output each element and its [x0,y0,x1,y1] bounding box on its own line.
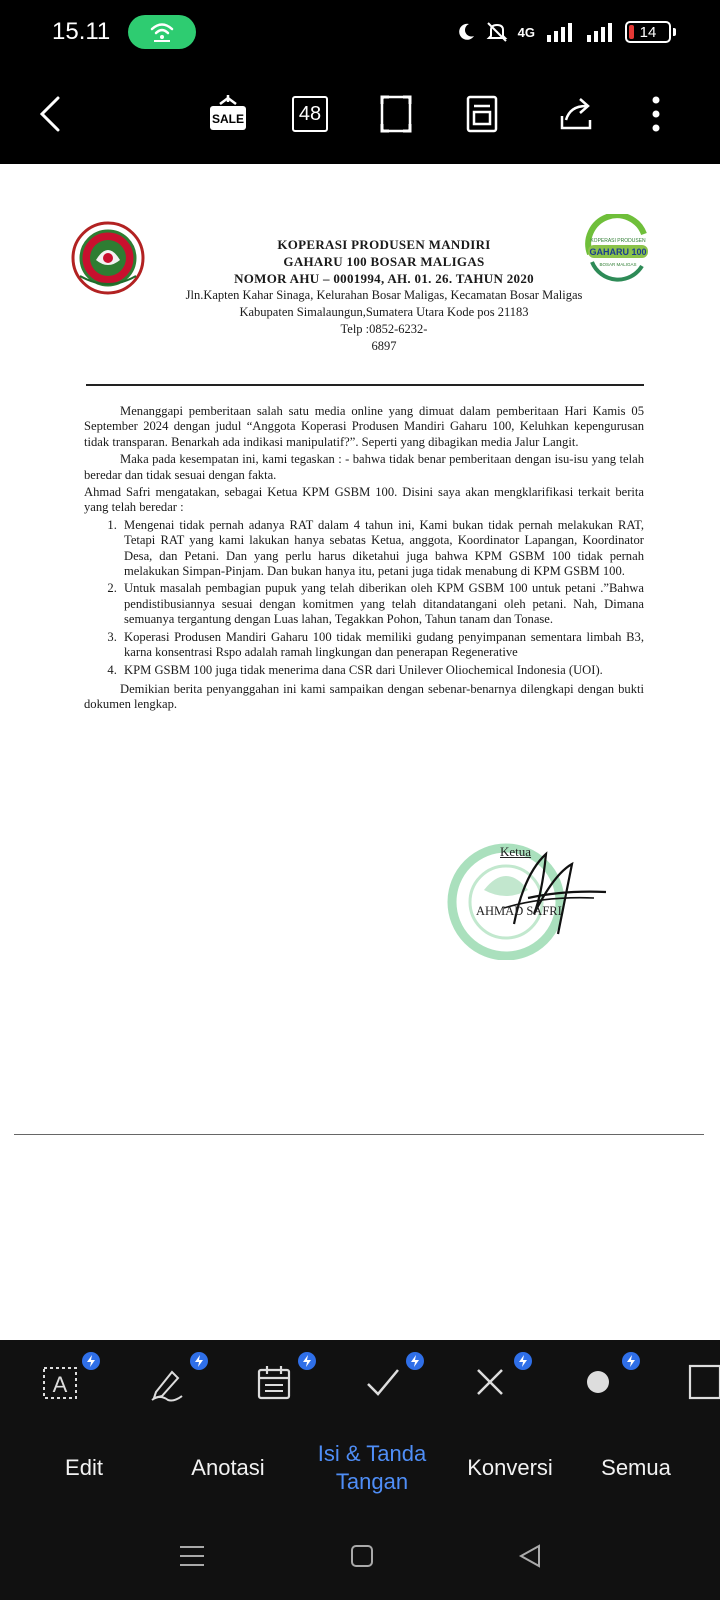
more-icon [651,94,661,134]
org-name-line-2: GAHARU 100 BOSAR MALIGAS [283,254,485,269]
wifi-hotspot-pill[interactable] [128,15,196,49]
text-box-tool[interactable] [20,1340,100,1424]
system-back-button[interactable] [510,1540,550,1572]
document-page [84,214,647,918]
signatory-name: AHMAD SAFRI [476,904,562,918]
letter-body [84,404,644,715]
dot-icon [578,1362,618,1402]
rectangle-tool[interactable] [660,1340,720,1424]
signal-2-icon [585,21,615,43]
tab-annotation[interactable]: Anotasi [191,1455,265,1480]
system-nav-bar [0,1512,720,1600]
letterhead-divider [86,384,644,386]
back-button[interactable] [24,88,76,140]
home-square-icon [349,1543,375,1569]
top-toolbar [0,64,720,164]
date-tool[interactable] [234,1340,314,1424]
text-box-icon [40,1362,80,1402]
page-count-button[interactable] [284,88,336,140]
check-tool[interactable] [342,1340,422,1424]
closing-paragraph: Demikian berita penyanggahan ini kami sampaikan dengan sebenar-benarnya dilengkapi dengan bukti dokumen lengkap. [84,681,644,712]
signatory-role: Ketua [500,844,532,859]
svg-text:SALE: SALE [211,112,245,126]
paragraph-1: Menanggapi pemberitaan salah satu media online yang dimuat dalam pemberitaan Hari Kamis 05 September 2024 dengan judul “Anggota Koperasi Produsen Mandiri Gaharu 100, Keluhkan kepengurusan tidak transparan. Benarkah ada indikasi manipulatif?”. Seperti yang dibagikan media Jalur Langit. [84,404,644,449]
status-time: 15.11 [52,18,111,45]
handwritten-signature [484,834,614,944]
rectangle-icon [680,1362,720,1402]
fullscreen-icon [379,94,413,134]
signature-pen-icon [146,1362,186,1402]
tab-fill-sign[interactable] [300,1424,444,1512]
dot-tool[interactable] [558,1340,638,1424]
bottom-tabs [0,1424,720,1512]
tab-fill-sign-label-1: Isi & Tanda [317,1441,427,1466]
registration-number: NOMOR AHU – 0001994, AH. 01. 26. TAHUN 2020 [234,271,534,286]
letterhead [84,214,647,364]
address-line-1: Jln.Kapten Kahar Sinaga, Kelurahan Bosar Maligas, Kecamatan Bosar Maligas [185,288,583,302]
organization-seal-logo [70,220,146,296]
battery-indicator: 14 [625,21,671,43]
paragraph-2: Maka pada kesempatan ini, kami tegaskan : - bahwa tidak benar pemberitaan dengan isu-isu yang telah beredar dan tidak sesuai dengan fakta. [84,452,644,482]
list-item: 2. Untuk masalah pembagian pupuk yang telah diberikan oleh KPM GSBM 100 untuk petani .”Bahwa pendistibusiannya sesuai dengan komitmen yang telah ditandatangani oleh petani. Nah, Dimana semuanya tergantung dengan Luas lahan, Tegakkan Pohon, Tahun tanam dan Tonase. [120,581,644,627]
signature-block [444,834,604,964]
tab-edit[interactable]: Edit [65,1455,103,1480]
phone-line-2: 6897 [371,339,397,353]
clarification-list [120,518,644,678]
share-button[interactable] [550,88,602,140]
wifi-icon [150,21,174,43]
back-triangle-icon [517,1543,543,1569]
back-arrow-icon [36,94,64,134]
sale-button[interactable] [202,88,254,140]
cross-mark-icon [470,1362,510,1402]
home-button[interactable] [342,1540,382,1572]
svg-text:A: A [52,1372,68,1397]
recent-apps-button[interactable] [172,1540,212,1572]
gaharu-100-logo [582,214,654,286]
svg-text:BOSAR MALIGAS: BOSAR MALIGAS [599,262,637,267]
page-count: 48 [292,96,328,132]
tab-fill-sign-label-2: Tangan [335,1469,409,1494]
calendar-icon [254,1362,294,1402]
svg-text:GAHARU 100: GAHARU 100 [589,247,647,257]
check-mark-icon [362,1362,402,1402]
tab-convert[interactable]: Konversi [467,1455,553,1480]
signature-tool[interactable] [126,1340,206,1424]
fill-sign-tools [0,1340,720,1424]
fullscreen-button[interactable] [370,88,422,140]
list-item: 3. Koperasi Produsen Mandiri Gaharu 100 tidak memiliki gudang penyimpanan sementara limbah B3, karna konsentrasi Rspo adalah ramah lingkungan dan penerapan Regenerative [120,630,644,661]
sale-tag-icon [206,92,250,136]
tab-all[interactable]: Semua [601,1455,671,1480]
document-viewer[interactable] [0,164,720,1340]
phone-line-1: Telp :0852-6232- [340,322,428,336]
more-button[interactable] [630,88,682,140]
network-type: 4G [517,24,535,40]
address-line-2: Kabupaten Simalaungun,Sumatera Utara Kode pos 21183 [239,305,529,319]
signal-icon [545,21,575,43]
org-name-line-1: KOPERASI PRODUSEN MANDIRI [277,237,491,252]
paragraph-3: Ahmad Safri mengatakan, sebagai Ketua KPM GSBM 100. Disini saya akan mengklarifikasi terkait berita yang telah beredar : [84,485,644,515]
status-bar [0,0,720,64]
svg-text:KOPERASI PRODUSEN: KOPERASI PRODUSEN [590,238,646,244]
share-icon [556,94,596,134]
menu-icon [178,1543,206,1569]
page-separator [14,1134,704,1135]
cross-tool[interactable] [450,1340,530,1424]
reader-mode-button[interactable] [456,88,508,140]
reader-mode-icon [465,94,499,134]
list-item: 1. Mengenai tidak pernah adanya RAT dalam 4 tahun ini, Kami bukan tidak pernah melakukan RAT, Tetapi RAT yang kami lakukan hanya sebatas Ketua, anggota, Koordinator Lapangan, Koordinator Desa, dan Petani. Dan yang perlu harus diketahui juga bahwa KPM GSBM 100 tidak pernah melakukan Simpan-Pinjam. Dan bukan hanya itu, petani juga tidak menabung di KPM GSBM 100. [120,518,644,580]
list-item: 4. KPM GSBM 100 juga tidak menerima dana CSR dari Unilever Oliochemical Indonesia (UOI). [120,663,644,678]
mute-bell-icon [486,21,508,43]
moon-icon [456,22,476,42]
